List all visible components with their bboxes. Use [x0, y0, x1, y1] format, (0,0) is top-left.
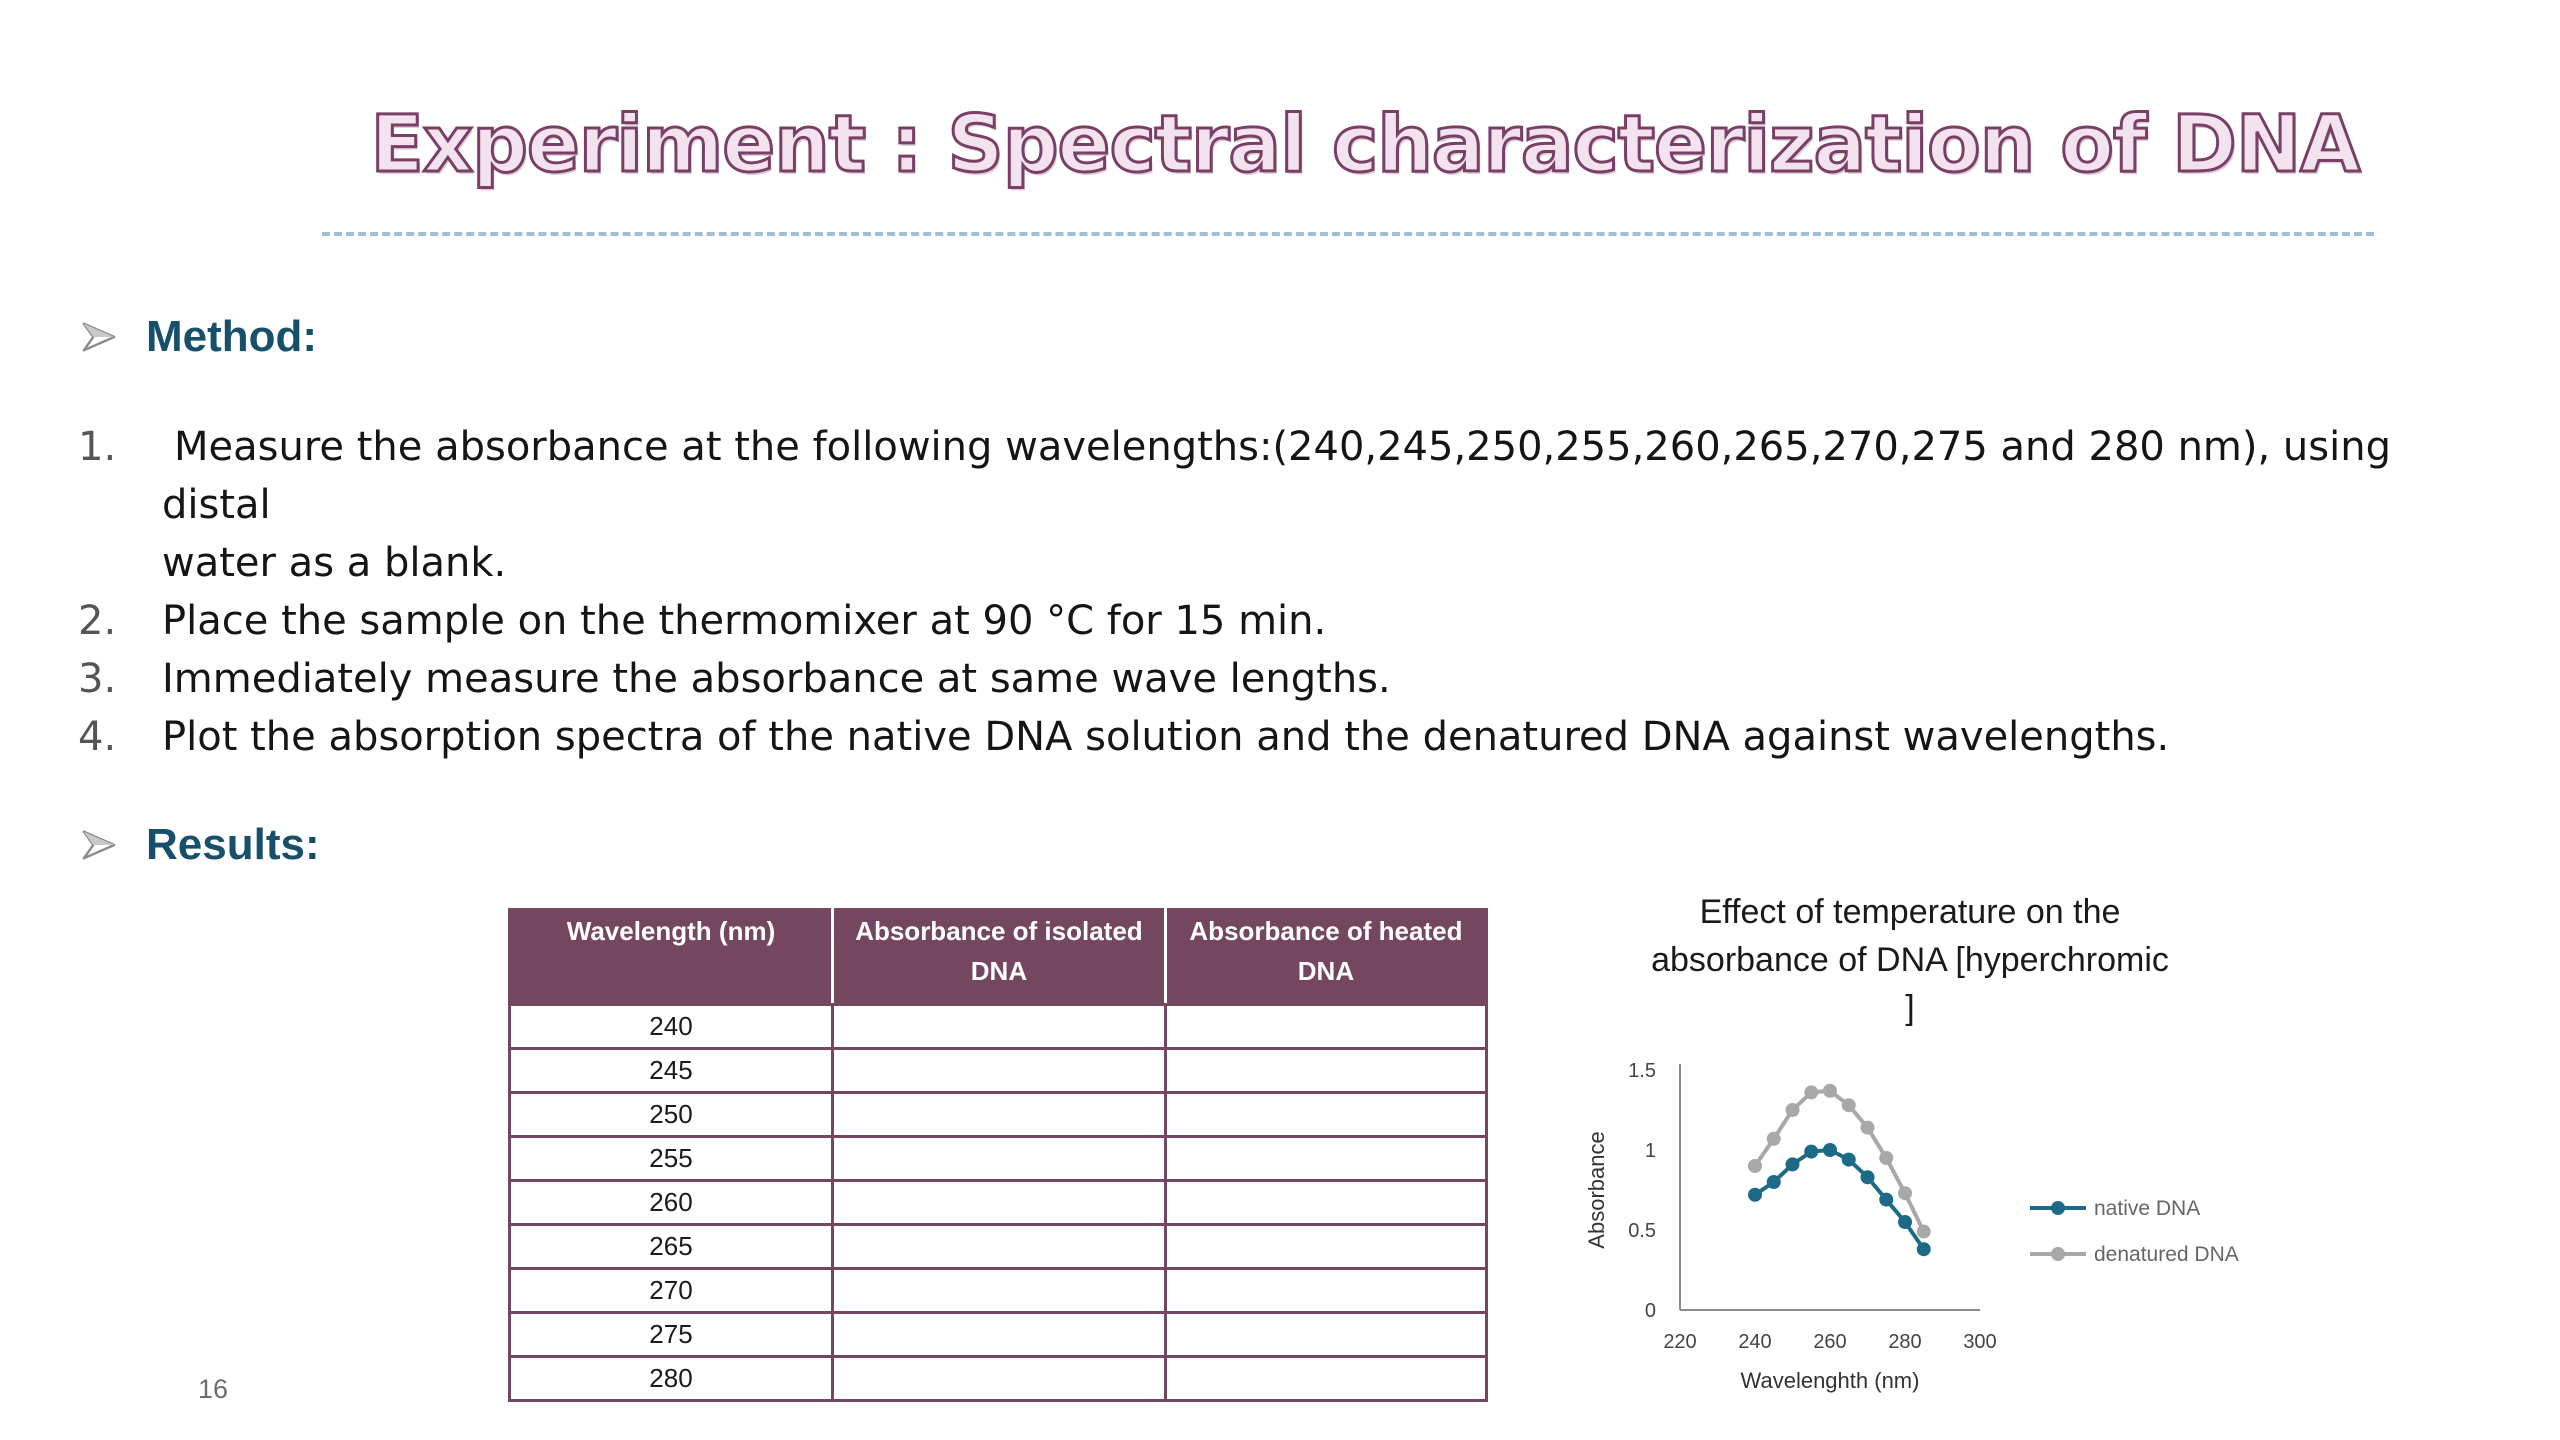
table-row — [510, 1225, 1487, 1269]
table-cell — [1165, 1049, 1486, 1093]
series-line-denatured-dna — [1755, 1091, 1924, 1232]
column-header: Wavelength (nm) — [510, 910, 833, 1005]
table-cell: 260 — [510, 1181, 833, 1225]
legend-label: denatured DNA — [2094, 1243, 2239, 1266]
chart-title-line: ] — [1905, 989, 1915, 1027]
results-table — [508, 908, 1488, 1402]
step-number: 4. — [78, 714, 117, 760]
step-number: 3. — [78, 656, 117, 702]
table-cell — [833, 1005, 1166, 1049]
step-text: Plot the absorption spectra of the native DNA solution and the denatured DNA against wavelengths. — [162, 714, 2170, 760]
method-section-heading — [80, 312, 317, 362]
list-item — [78, 708, 2498, 766]
data-point — [1748, 1159, 1762, 1173]
list-item — [78, 418, 2498, 592]
y-tick-label: 0.5 — [1628, 1220, 1656, 1242]
table-cell: 270 — [510, 1269, 833, 1313]
chart-title — [1590, 888, 2230, 1032]
x-tick-label: 260 — [1813, 1331, 1847, 1353]
absorbance-line-chart — [1570, 1030, 2290, 1400]
results-section-heading — [80, 820, 320, 870]
x-tick-label: 300 — [1963, 1331, 1997, 1353]
table-cell: 280 — [510, 1357, 833, 1401]
data-point — [1898, 1215, 1912, 1229]
data-point — [1861, 1170, 1875, 1184]
data-point — [1767, 1132, 1781, 1146]
table-cell — [1165, 1181, 1486, 1225]
table-cell: 275 — [510, 1313, 833, 1357]
column-header: Absorbance of isolated DNA — [833, 910, 1166, 1005]
chart-title-line: Effect of temperature on the — [1699, 893, 2121, 931]
arrowhead-bullet-icon — [80, 826, 118, 864]
y-axis-title: Absorbance — [1584, 1131, 1609, 1249]
step-number: 1. — [78, 424, 117, 470]
table-cell — [833, 1137, 1166, 1181]
data-point — [1879, 1193, 1893, 1207]
data-point — [1804, 1085, 1818, 1099]
table-cell: 245 — [510, 1049, 833, 1093]
data-point — [1786, 1157, 1800, 1171]
table-row — [510, 1049, 1487, 1093]
table-cell — [833, 1093, 1166, 1137]
table-row — [510, 1357, 1487, 1401]
data-point — [1748, 1188, 1762, 1202]
data-point — [1842, 1098, 1856, 1112]
list-item — [78, 650, 2498, 708]
table-row — [510, 1005, 1487, 1049]
title-divider — [322, 232, 2374, 236]
data-point — [1917, 1225, 1931, 1239]
step-text: Measure the absorbance at the following wavelengths:(240,245,250,255,260,265,270,275 and 280 nm), using distal water as a blank. — [162, 424, 2391, 586]
data-point — [1842, 1153, 1856, 1167]
x-tick-label: 220 — [1663, 1331, 1697, 1353]
x-axis-title: Wavelenghth (nm) — [1740, 1368, 1920, 1393]
arrowhead-bullet-icon — [80, 318, 118, 356]
table-cell — [1165, 1269, 1486, 1313]
step-text: Immediately measure the absorbance at same wave lengths. — [162, 656, 1391, 702]
column-header: Absorbance of heated DNA — [1165, 910, 1486, 1005]
table-cell — [833, 1225, 1166, 1269]
data-point — [1804, 1145, 1818, 1159]
table-cell — [1165, 1357, 1486, 1401]
table-cell — [833, 1313, 1166, 1357]
data-point — [1917, 1242, 1931, 1256]
slide-title: Experiment : Spectral characterization of DNA — [370, 100, 2360, 190]
list-item — [78, 592, 2498, 650]
table-cell: 265 — [510, 1225, 833, 1269]
table-cell — [1165, 1005, 1486, 1049]
table-cell — [1165, 1137, 1486, 1181]
method-steps-list — [78, 418, 2498, 766]
data-point — [1823, 1143, 1837, 1157]
chart-title-line: absorbance of DNA [hyperchromic — [1651, 941, 2169, 979]
table-row — [510, 1137, 1487, 1181]
method-heading: Method: — [146, 312, 318, 361]
y-tick-label: 1 — [1644, 1140, 1656, 1162]
table-cell — [833, 1269, 1166, 1313]
table-cell — [1165, 1093, 1486, 1137]
table-cell: 240 — [510, 1005, 833, 1049]
x-tick-label: 240 — [1738, 1331, 1772, 1353]
legend-swatch-marker — [2051, 1247, 2065, 1261]
y-tick-label: 1.5 — [1628, 1060, 1656, 1082]
table-row — [510, 1093, 1487, 1137]
table-header-row — [510, 910, 1487, 1005]
data-point — [1823, 1084, 1837, 1098]
table-row — [510, 1269, 1487, 1313]
table-row — [510, 1313, 1487, 1357]
step-text: Place the sample on the thermomixer at 90 °C for 15 min. — [162, 598, 1327, 644]
table-cell — [833, 1181, 1166, 1225]
legend-label: native DNA — [2094, 1197, 2201, 1220]
data-point — [1861, 1121, 1875, 1135]
y-tick-label: 0 — [1644, 1300, 1656, 1322]
x-tick-label: 280 — [1888, 1331, 1922, 1353]
data-point — [1898, 1186, 1912, 1200]
table-row — [510, 1181, 1487, 1225]
series-line-native-dna — [1755, 1150, 1924, 1249]
results-heading: Results: — [146, 820, 320, 869]
table-cell — [833, 1049, 1166, 1093]
page-number: 16 — [198, 1374, 229, 1404]
data-point — [1879, 1151, 1893, 1165]
table-cell — [833, 1357, 1166, 1401]
step-number: 2. — [78, 598, 117, 644]
table-cell: 250 — [510, 1093, 833, 1137]
data-point — [1767, 1175, 1781, 1189]
table-cell — [1165, 1225, 1486, 1269]
data-point — [1786, 1103, 1800, 1117]
table-cell: 255 — [510, 1137, 833, 1181]
legend-swatch-marker — [2051, 1201, 2065, 1215]
table-cell — [1165, 1313, 1486, 1357]
